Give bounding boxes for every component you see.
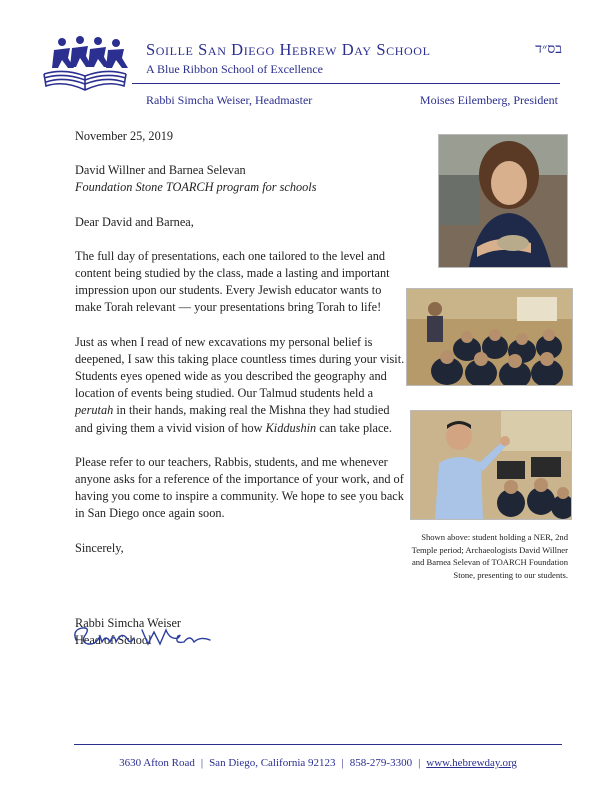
footer-separator: | [341,757,344,769]
paragraph-2-text-b: in their hands, making real the Mishna they had studied and giving them a vivid vision of how [75,403,390,435]
photo-classroom-presentation [406,288,573,386]
handwritten-signature [70,620,220,650]
letter-closing: Sincerely, [75,540,124,555]
term-perutah: perutah [75,403,114,418]
letter-paragraph-3: Please refer to our teachers, Rabbis, students, and me whenever anyone asks for a reference of the importance of your work, and of having you come to inspire a community. We hope to see you back in San Diego once again soon. [75,454,404,521]
header-divider [132,83,560,84]
footer-divider [74,744,562,745]
letter-paragraph-1: The full day of presentations, each one tailored to the level and content being studied by the class, made a lasting and important impression upon our students. Every Jewish educator wants to make Torah relevant — your presentations bring Torah to life! [75,248,390,315]
school-name: Soille San Diego Hebrew Day School [146,40,431,59]
photo-caption: Shown above: student holding a NER, 2nd Temple period; Archaeologists David Willner and Barnea Selevan of TOARCH Foundation Stone, presenting to our students. [411,532,568,580]
photo-archaeologist-presenting [410,410,572,520]
paragraph-2-text-c: can take place. [316,420,392,435]
letter-recipients-block [75,162,405,196]
footer-city: San Diego, California 92123 [209,757,336,769]
letter-program: Foundation Stone TOARCH program for schools [75,180,317,195]
footer-separator: | [418,757,421,769]
president-name: Moises Eilemberg, President [419,93,558,107]
footer-separator: | [200,757,204,769]
paragraph-2-text-a: Just as when I read of new excavations my personal belief is deepened, I saw this taking place countless times during your visit. Students eyes opened wide as you described the geography and location of events being studied. Our Talmud students held a [75,334,405,401]
footer-website-link[interactable]: www.hebrewday.org [426,757,517,769]
school-logo [40,34,130,94]
letter-body [75,128,405,666]
footer-phone: 858-279-3300 [349,757,413,769]
footer-address: 3630 Afton Road [119,757,195,769]
hebrew-mark: בס״ד [535,42,562,57]
letter-date: November 25, 2019 [75,129,174,143]
letter-paragraph-2 [75,334,405,437]
letter-recipients: David Willner and Barnea Selevan [75,163,246,178]
footer-contact [74,757,562,769]
signer-title: Head of School [75,633,152,648]
photo-student-holding-ner [438,134,568,268]
headmaster-name: Rabbi Simcha Weiser, Headmaster [146,93,313,107]
school-tagline: A Blue Ribbon School of Excellence [146,62,323,76]
term-kiddushin: Kiddushin [265,420,317,435]
letter-salutation: Dear David and Barnea, [75,214,194,229]
signer-name: Rabbi Simcha Weiser [75,615,182,630]
